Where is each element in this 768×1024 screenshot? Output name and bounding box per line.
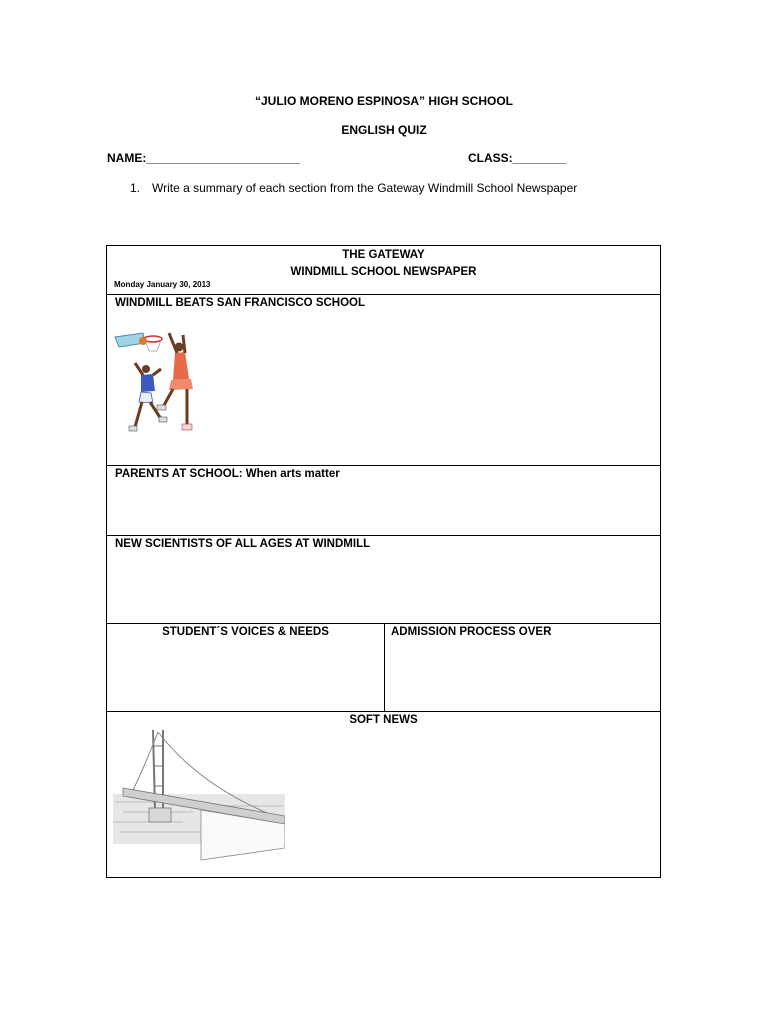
section-sports-title: WINDMILL BEATS SAN FRANCISCO SCHOOL [115, 297, 366, 309]
section-soft-news-title: SOFT NEWS [349, 714, 418, 726]
section-sports [107, 295, 660, 466]
newspaper-date: Monday January 30, 2013 [114, 280, 211, 289]
section-soft-news [107, 712, 660, 877]
section-science-title: NEW SCIENTISTS OF ALL AGES AT WINDMILL [115, 538, 371, 550]
newspaper-header [107, 246, 660, 295]
newspaper-subtitle: WINDMILL SCHOOL NEWSPAPER [290, 266, 477, 278]
column-divider [384, 624, 385, 711]
instruction [130, 181, 577, 195]
newspaper-title: THE GATEWAY [342, 249, 425, 261]
section-voices-title: STUDENT´S VOICES & NEEDS [162, 626, 329, 638]
instruction-number: 1. [130, 181, 141, 195]
section-science [107, 536, 660, 624]
section-split-row [107, 624, 660, 712]
instruction-text: Write a summary of each section from the Gateway Windmill School Newspaper [152, 181, 578, 195]
school-name: “JULIO MORENO ESPINOSA” HIGH SCHOOL [254, 94, 514, 108]
basketball-players-image [113, 329, 205, 449]
bridge-image [113, 730, 285, 864]
name-field: NAME:_______________________ [107, 151, 300, 165]
section-parents-title: PARENTS AT SCHOOL: When arts matter [115, 468, 340, 480]
section-admission-title: ADMISSION PROCESS OVER [391, 626, 552, 638]
class-field: CLASS:________ [468, 151, 567, 165]
section-parents [107, 466, 660, 536]
quiz-title: ENGLISH QUIZ [341, 123, 427, 137]
newspaper-table [106, 245, 661, 878]
